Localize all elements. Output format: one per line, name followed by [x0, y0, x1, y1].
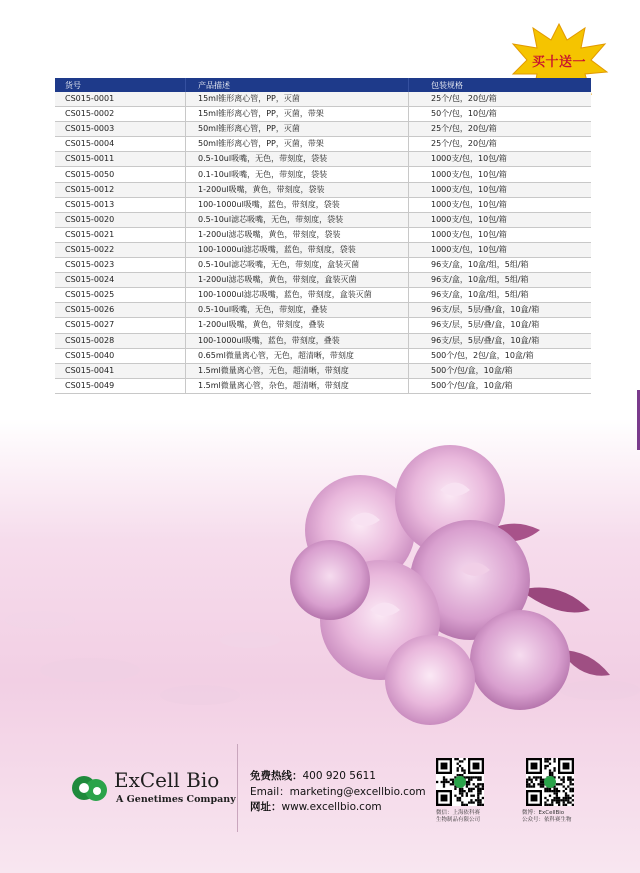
- cell-packaging: 25个/包，20包/箱: [409, 92, 592, 107]
- header-description: 产品描述: [186, 78, 409, 92]
- cell-item-no: CS015-0049: [55, 378, 186, 393]
- cell-packaging: 96支/盒，10盒/组，5组/箱: [409, 288, 592, 303]
- qr2-caption-line-2: 公众号：依科赛生物: [522, 817, 572, 823]
- table-row: [55, 182, 591, 197]
- cell-description: 100-1000ul吸嘴，蓝色，带刻度，叠装: [186, 333, 409, 348]
- cell-description: 0.1-10ul吸嘴，无色，带刻度，袋装: [186, 167, 409, 182]
- table-row: [55, 107, 591, 122]
- cell-packaging: 50个/包，10包/箱: [409, 107, 592, 122]
- cell-description: 1.5ml微量离心管，杂色，超清晰，带刻度: [186, 378, 409, 393]
- cell-packaging: 1000支/包，10包/箱: [409, 182, 592, 197]
- cell-description: 100-1000ul滤芯吸嘴，蓝色，带刻度，袋装: [186, 242, 409, 257]
- cell-description: 100-1000ul吸嘴，蓝色，带刻度，袋装: [186, 197, 409, 212]
- weibo-qr-caption: [522, 810, 572, 824]
- web-label: 网址：: [250, 801, 282, 813]
- cell-item-no: CS015-0001: [55, 92, 186, 107]
- web-address[interactable]: www.excellbio.com: [281, 801, 382, 813]
- cell-item-no: CS015-0013: [55, 197, 186, 212]
- cell-packaging: 25个/包，20包/箱: [409, 137, 592, 152]
- email-label: Email：: [250, 786, 290, 798]
- cell-item-no: CS015-0003: [55, 122, 186, 137]
- cell-description: 0.5-10ul吸嘴，无色，带刻度，袋装: [186, 152, 409, 167]
- table-row: [55, 348, 591, 363]
- table-row: [55, 273, 591, 288]
- cell-item-no: CS015-0040: [55, 348, 186, 363]
- table-row: [55, 288, 591, 303]
- email-line: [250, 784, 426, 799]
- cell-description: 1.5ml微量离心管，无色，超清晰，带刻度: [186, 363, 409, 378]
- cell-item-no: CS015-0021: [55, 227, 186, 242]
- cell-item-no: CS015-0050: [55, 167, 186, 182]
- cell-item-no: CS015-0027: [55, 318, 186, 333]
- cell-packaging: 1000支/包，10包/箱: [409, 227, 592, 242]
- header-item-no: 货号: [55, 78, 186, 92]
- brand-tagline: A Genetimes Company: [116, 794, 236, 805]
- weibo-qr-code: [526, 758, 574, 806]
- cell-item-no: CS015-0025: [55, 288, 186, 303]
- cell-description: 50ml锥形离心管，PP，灭菌: [186, 122, 409, 137]
- cell-item-no: CS015-0002: [55, 107, 186, 122]
- cell-packaging: 25个/包，20包/箱: [409, 122, 592, 137]
- cell-packaging: 500个/包/盒，10盒/箱: [409, 378, 592, 393]
- cell-description: 15ml锥形离心管，PP，灭菌，带架: [186, 107, 409, 122]
- product-table: [55, 78, 591, 394]
- cell-packaging: 1000支/包，10包/箱: [409, 197, 592, 212]
- table-row: [55, 212, 591, 227]
- email-address[interactable]: marketing@excellbio.com: [289, 786, 426, 798]
- cell-packaging: 96支/盒，10盒/组，5组/箱: [409, 258, 592, 273]
- table-row: [55, 242, 591, 257]
- wechat-qr-caption: [436, 810, 480, 824]
- rose-bouquet-image: [0, 440, 640, 740]
- hotline-number: 400 920 5611: [302, 770, 376, 782]
- qr1-caption-line-1: 微信：上海依科赛: [436, 810, 481, 816]
- table-row: [55, 333, 591, 348]
- cell-description: 0.5-10ul滤芯吸嘴，无色，带刻度，盒装灭菌: [186, 258, 409, 273]
- promo-badge-text: 买十送一: [531, 54, 586, 70]
- cell-packaging: 96支/盒，10盒/组，5组/箱: [409, 273, 592, 288]
- footer-divider: [237, 744, 238, 832]
- cell-description: 100-1000ul滤芯吸嘴，蓝色，带刻度，盒装灭菌: [186, 288, 409, 303]
- cell-description: 0.65ml微量离心管，无色，超清晰，带刻度: [186, 348, 409, 363]
- cell-description: 1-200ul滤芯吸嘴，黄色，带刻度，袋装: [186, 227, 409, 242]
- cell-item-no: CS015-0020: [55, 212, 186, 227]
- cell-item-no: CS015-0022: [55, 242, 186, 257]
- cell-item-no: CS015-0024: [55, 273, 186, 288]
- table-row: [55, 167, 591, 182]
- cell-item-no: CS015-0026: [55, 303, 186, 318]
- table-header-row: [55, 78, 591, 92]
- brand-name: ExCell Bio: [114, 768, 220, 792]
- cell-packaging: 1000支/包，10包/箱: [409, 152, 592, 167]
- cell-packaging: 1000支/包，10包/箱: [409, 242, 592, 257]
- cell-description: 0.5-10ul吸嘴，无色，带刻度，叠装: [186, 303, 409, 318]
- table-row: [55, 227, 591, 242]
- wechat-qr-code: [436, 758, 484, 806]
- cell-item-no: CS015-0041: [55, 363, 186, 378]
- cell-item-no: CS015-0004: [55, 137, 186, 152]
- table-row: [55, 363, 591, 378]
- cell-packaging: 96支/层，5层/叠/盒，10盒/箱: [409, 303, 592, 318]
- header-packaging: 包装规格: [409, 78, 592, 92]
- cell-description: 0.5-10ul滤芯吸嘴，无色，带刻度，袋装: [186, 212, 409, 227]
- cell-description: 50ml锥形离心管，PP，灭菌，带架: [186, 137, 409, 152]
- cell-description: 1-200ul吸嘴，黄色，带刻度，叠装: [186, 318, 409, 333]
- table-row: [55, 378, 591, 393]
- cell-packaging: 500个/包/盒，10盒/箱: [409, 363, 592, 378]
- excell-logo-icon: [70, 770, 110, 806]
- cell-item-no: CS015-0011: [55, 152, 186, 167]
- cell-description: 15ml锥形离心管，PP，灭菌: [186, 92, 409, 107]
- table-row: [55, 137, 591, 152]
- hotline-line: [250, 768, 376, 783]
- table-row: [55, 318, 591, 333]
- cell-packaging: 1000支/包，10包/箱: [409, 212, 592, 227]
- cell-description: 1-200ul滤芯吸嘴，黄色，带刻度，盒装灭菌: [186, 273, 409, 288]
- cell-item-no: CS015-0012: [55, 182, 186, 197]
- cell-packaging: 500个/包，2包/盒，10盒/箱: [409, 348, 592, 363]
- table-row: [55, 303, 591, 318]
- table-row: [55, 122, 591, 137]
- hotline-label: 免费热线：: [250, 770, 303, 782]
- table-row: [55, 258, 591, 273]
- table-row: [55, 152, 591, 167]
- cell-packaging: 96支/层，5层/叠/盒，10盒/箱: [409, 333, 592, 348]
- cell-item-no: CS015-0028: [55, 333, 186, 348]
- qr2-caption-line-1: 微博：ExCellBio: [522, 810, 565, 816]
- cell-packaging: 96支/层，5层/叠/盒，10盒/箱: [409, 318, 592, 333]
- web-line: [250, 799, 382, 814]
- cell-packaging: 1000支/包，10包/箱: [409, 167, 592, 182]
- table-row: [55, 92, 591, 107]
- table-row: [55, 197, 591, 212]
- cell-description: 1-200ul吸嘴，黄色，带刻度，袋装: [186, 182, 409, 197]
- cell-item-no: CS015-0023: [55, 258, 186, 273]
- qr1-caption-line-2: 生物制品有限公司: [436, 817, 481, 823]
